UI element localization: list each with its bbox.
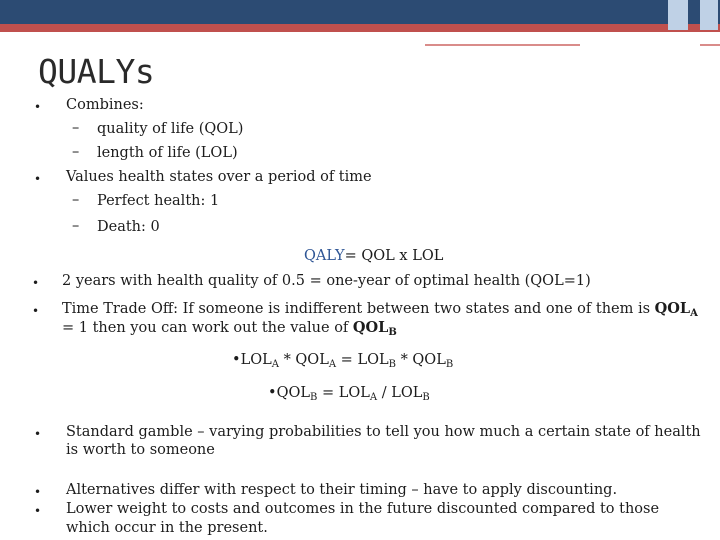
qol-symbol: QOL [295, 352, 329, 368]
qol-a-term [655, 300, 698, 317]
qaly-expression: = QOL x LOL [344, 248, 444, 264]
lol-symbol: LOL [391, 385, 423, 401]
qol-symbol: QOL [412, 352, 446, 368]
header-decoration-block [668, 0, 688, 30]
equation-1 [232, 351, 453, 369]
bullet-icon: • [34, 100, 42, 114]
qol-symbol: QOL [654, 300, 691, 317]
bullet-icon: • [34, 427, 42, 441]
tto-text: Time Trade Off: If someone is indifferent between two states and one of them is [62, 301, 651, 317]
combines-item: quality of life (QOL) [97, 121, 244, 137]
dash-icon: – [72, 192, 80, 208]
header-decoration-line [425, 44, 580, 46]
values-item: Perfect health: 1 [97, 193, 220, 209]
dash-icon: – [72, 144, 80, 160]
bullet-icon: • [34, 485, 42, 499]
qaly-term: QALY [304, 248, 345, 264]
qol-b-term [353, 319, 397, 336]
dash-icon: – [72, 120, 80, 136]
multiply-sign: * [400, 352, 408, 368]
tto-line-1 [62, 300, 698, 318]
divide-sign: / [381, 385, 387, 401]
qol-symbol: QOL [276, 385, 310, 401]
header-decoration-block [700, 0, 718, 30]
qaly-formula [304, 247, 443, 265]
combines-label: Combines: [66, 97, 144, 113]
tto-line-2 [62, 319, 397, 337]
header-bar [0, 0, 720, 24]
subscript-a: A [690, 308, 698, 319]
standard-gamble-line-1: Standard gamble – varying probabilities to tell you how much a certain state of health [66, 424, 701, 440]
lol-symbol: LOL [357, 352, 389, 368]
subscript-b: B [388, 359, 396, 370]
bullet-icon: • [32, 304, 40, 318]
discounting-line-2: Lower weight to costs and outcomes in the future discounted compared to those [66, 501, 660, 517]
lol-symbol: LOL [240, 352, 272, 368]
subscript-b: B [445, 359, 454, 370]
subscript-b: B [309, 392, 318, 403]
values-item: Death: 0 [97, 219, 160, 235]
values-label: Values health states over a period of time [66, 169, 372, 185]
standard-gamble-line-2: is worth to someone [66, 442, 215, 458]
qol-symbol: QOL [352, 319, 389, 336]
slide-title: QUALYs [38, 52, 155, 91]
bullet-icon: • [34, 504, 42, 518]
subscript-b: B [388, 327, 397, 338]
bullet-icon: • [34, 172, 42, 186]
multiply-sign: * [283, 352, 291, 368]
bullet-icon: • [268, 385, 277, 401]
header-accent-stripe [0, 24, 720, 32]
subscript-b: B [422, 392, 430, 403]
bullet-icon: • [232, 352, 241, 368]
equals-sign: = [321, 385, 335, 401]
equals-sign: = [340, 352, 353, 368]
subscript-a: A [271, 359, 279, 370]
bullet-icon: • [32, 276, 40, 290]
example-text: 2 years with health quality of 0.5 = one-year of optimal health (QOL=1) [62, 273, 591, 289]
equation-2 [268, 384, 430, 402]
lol-symbol: LOL [338, 385, 370, 401]
subscript-a: A [328, 359, 337, 370]
header-decoration-line [700, 44, 720, 46]
discounting-line-3: which occur in the present. [66, 520, 268, 536]
tto-text: = 1 then you can work out the value of [62, 320, 349, 336]
dash-icon: – [72, 218, 80, 234]
combines-item: length of life (LOL) [97, 145, 238, 161]
subscript-a: A [369, 392, 378, 403]
discounting-line-1: Alternatives differ with respect to their timing – have to apply discounting. [66, 482, 618, 498]
